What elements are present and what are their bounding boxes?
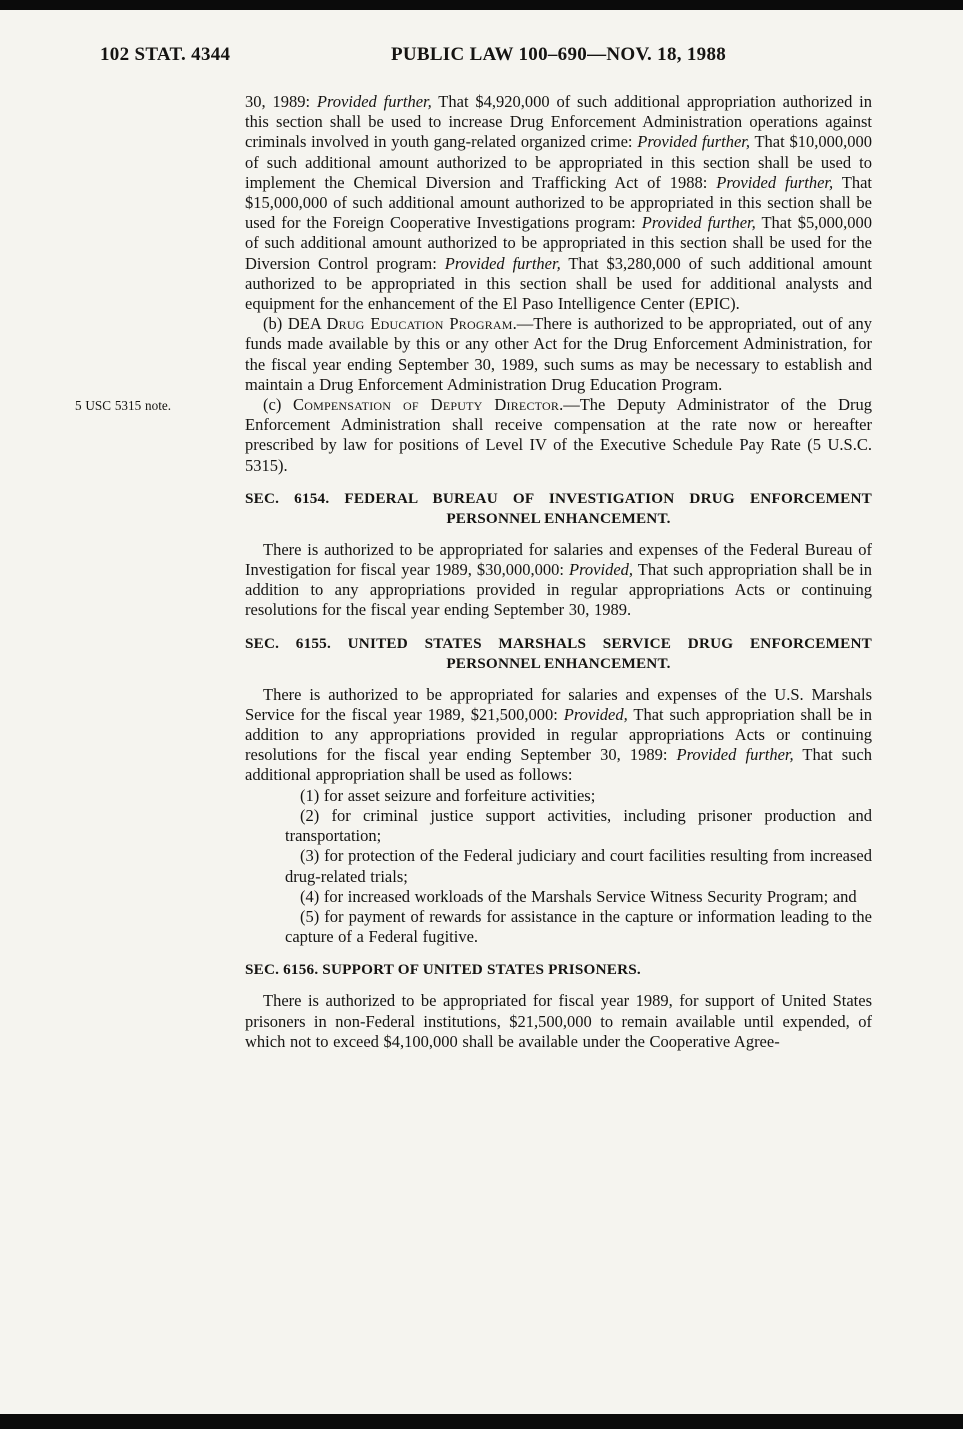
italic-text-run: Provided further,	[444, 253, 561, 273]
page-content	[75, 92, 873, 1052]
section-heading	[245, 489, 872, 529]
section-heading	[245, 960, 872, 980]
italic-text-run: Provided further,	[676, 745, 794, 765]
section-heading-line: PERSONNEL ENHANCEMENT.	[446, 654, 671, 672]
section-heading-line: SEC. 6155. UNITED STATES MARSHALS SERVICE DRUG ENFORCEMENT	[245, 634, 872, 652]
italic-text-run: Provided further,	[637, 132, 751, 152]
smallcaps-text-run: Drug Education Program	[326, 314, 513, 334]
scan-edge-top	[0, 0, 963, 10]
italic-text-run: Provided further,	[716, 172, 834, 192]
text-run: There is authorized to be appropriated for fiscal year 1989, for support of United States prisoners in non-Federal institutions, $21,500,000 to remain available until expended, of which not to exceed $4,100,000 shall be available under the Cooperative Agree-	[245, 991, 872, 1051]
text-run: .—The Deputy Administrator of the Drug Enforcement Administration shall receive compensation at the rate now or hereafter prescribed by law for positions of Level IV of the Executive Schedule Pay Rate (5 U.S.C. 5315).	[245, 395, 872, 475]
text-run: (c)	[263, 395, 294, 415]
section-heading-line: PERSONNEL ENHANCEMENT.	[446, 509, 671, 527]
section-heading-line: SEC. 6156. SUPPORT OF UNITED STATES PRISONERS.	[245, 961, 641, 979]
body-paragraph	[245, 685, 872, 786]
italic-text-run: Provided,	[563, 704, 628, 724]
scan-edge-bottom	[0, 1414, 963, 1429]
body-paragraph	[75, 395, 872, 476]
margin-note: 5 USC 5315 note.	[75, 398, 172, 414]
italic-text-run: Provided further,	[641, 213, 756, 233]
text-run: (5) for payment of rewards for assistance in the capture or information leading to the capture of a Federal fugitive.	[285, 906, 872, 947]
text-run: That such appropriation shall be in addition to any appropriations provided in regular appropriations Acts or continuing resolutions for the fiscal year ending September 30, 1989.	[245, 560, 872, 620]
text-run: That $4,920,000 of such additional appropriation authorized in this section shall be used to increase Drug Enforcement Administration operations against criminals involved in youth gang-related organized crime:	[245, 92, 872, 152]
list-item-paragraph	[285, 887, 872, 907]
text-run: 30, 1989:	[245, 92, 317, 111]
list-item-paragraph	[285, 806, 872, 846]
text-run: (4) for increased workloads of the Marshals Service Witness Security Program; and	[300, 886, 857, 906]
section-heading-line: SEC. 6154. FEDERAL BUREAU OF INVESTIGATION DRUG ENFORCEMENT	[245, 489, 872, 507]
statute-page-number: 102 STAT. 4344	[100, 44, 231, 65]
list-item-paragraph	[285, 907, 872, 947]
text-run: (1) for asset seizure and forfeiture activities;	[300, 785, 596, 805]
law-title: PUBLIC LAW 100–690—NOV. 18, 1988	[390, 44, 727, 65]
smallcaps-text-run: Compensation of Deputy Director	[293, 395, 560, 415]
italic-text-run: Provided further,	[316, 92, 432, 111]
text-run: (2) for criminal justice support activities, including prisoner production and transportation;	[285, 805, 872, 846]
text-run: That $3,280,000 of such additional amount authorized to be appropriated in this section shall be used for additional analysts and equipment for the enhancement of the El Paso Intelligence Center (EPIC).	[245, 253, 872, 314]
text-run: That such additional appropriation shall be used as follows:	[245, 745, 873, 785]
body-paragraph	[245, 92, 872, 314]
page-header	[0, 44, 963, 74]
text-run: .—There is authorized to be appropriated, out of any funds made available by this or any other Act for the Drug Enforcement Administration, for the fiscal year ending September 30, 1989, such sums as may be necessary to establish and maintain a Drug Enforcement Administration Drug Education Program.	[245, 314, 872, 394]
body-paragraph	[245, 314, 872, 395]
text-run: That $10,000,000 of such additional amount authorized to be appropriated in this section shall be used to implement the Chemical Diversion and Trafficking Act of 1988:	[245, 132, 872, 192]
text-run: That $5,000,000 of such additional amount authorized to be appropriated in this section shall be used for the Diversion Control program:	[245, 213, 872, 273]
text-run: (3) for protection of the Federal judiciary and court facilities resulting from increased drug-related trials;	[285, 846, 872, 886]
section-heading	[245, 634, 872, 674]
body-paragraph	[245, 540, 872, 621]
text-run: That such appropriation shall be in addition to any appropriations provided in regular appropriations Acts or continuing resolutions for the fiscal year ending September 30, 1989:	[245, 704, 872, 765]
list-item-paragraph	[285, 786, 872, 806]
text-run: (b) DEA	[263, 314, 327, 334]
text-run: There is authorized to be appropriated for salaries and expenses of the Federal Bureau of Investigation for fiscal year 1989, $30,000,000:	[245, 539, 872, 580]
text-run: That $15,000,000 of such additional amount authorized to be appropriated in this section shall be used for the Foreign Cooperative Investigations program:	[245, 172, 873, 233]
italic-text-run: Provided,	[569, 560, 634, 580]
body-paragraph	[245, 991, 872, 1052]
list-item-paragraph	[285, 846, 872, 886]
text-run: There is authorized to be appropriated for salaries and expenses of the U.S. Marshals Service for the fiscal year 1989, $21,500,000:	[245, 684, 872, 724]
